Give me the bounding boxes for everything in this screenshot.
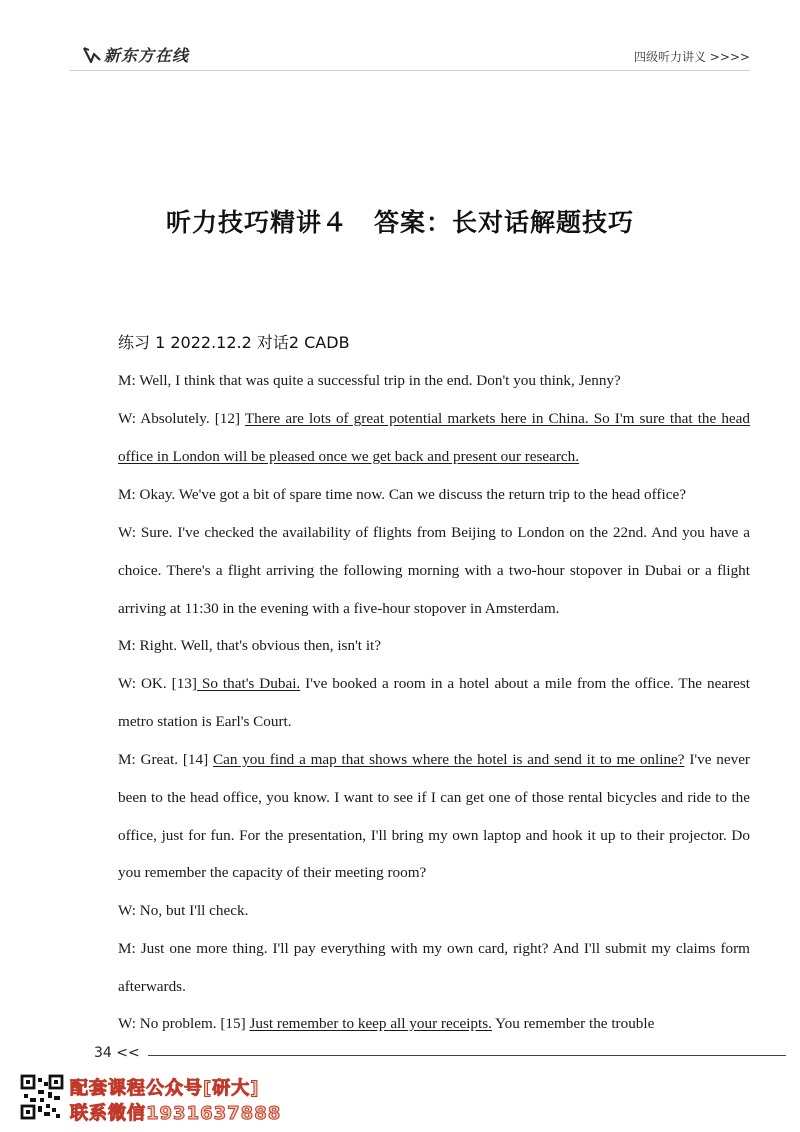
dialogue-paragraph [118,476,750,514]
dialogue-text: W: OK. [13] [118,675,197,692]
logo-text: 新东方在线 [104,48,190,65]
dialogue-paragraph [118,930,750,1006]
dialogue-text: W: No problem. [15] [118,1015,250,1032]
page-header [70,34,750,71]
dialogue-text: M: Just one more thing. I'll pay everything with my own card, right? And I'll submit my claims form afterwards. [118,940,750,995]
dialogue-text: W: Absolutely. [12] [118,410,245,427]
answer-underline-text: There are lots of great potential markets here in China. So I'm sure that the head office in London will be pleased once we get back and present our research. [118,410,750,465]
watermark-line-2: 联系微信1931637888 [70,1103,282,1124]
dialogue-paragraph [118,400,750,476]
answer-underline-text: Can you find a map that shows where the hotel is and send it to me online? [212,751,685,768]
exercise-label: 练习 1 2022.12.2 对话2 CADB [118,333,350,352]
watermark [20,1074,320,1124]
dialogue-text: M: Right. Well, that's obvious then, isn't it? [118,637,381,654]
logo-icon [82,46,102,64]
footer-rule [148,1055,786,1056]
dialogue-text: I've booked a room in a hotel about a mile from the office. The nearest metro station is Earl's Court. [118,675,751,730]
brand-logo [82,43,189,66]
dialogue-paragraph [118,741,750,892]
page-title: 听力技巧精讲４ 答案：长对话解题技巧 [165,208,634,237]
dialogue-paragraph [118,892,750,930]
qr-code-icon [20,1074,64,1120]
dialogue-paragraph [118,1005,750,1043]
answer-underline-text: Just remember to keep all your receipts. [249,1015,492,1032]
dialogue-text: W: No, but I'll check. [118,902,249,919]
dialogue-paragraph [118,362,750,400]
dialogue-paragraph [118,665,750,741]
dialogue-paragraph [118,627,750,665]
dialogue-text: I've never been to the head office, you know. I want to see if I can get one of those rental bicycles and ride to the office, just for fun. For the presentation, I'll bring my own laptop and hook it up to their projector. Do you remember the capacity of their meeting room? [118,751,750,882]
dialogue-text: M: Well, I think that was quite a successful trip in the end. Don't you think, Jenny? [118,372,621,389]
page-footer [94,1043,786,1065]
watermark-line-1: 配套课程公众号[研大] [70,1078,260,1099]
dialogue-text: W: Sure. I've checked the availability of flights from Beijing to London on the 22nd. And you have a choice. There's a flight arriving the following morning with a two-hour stopover in Dubai or a flight arriving at 11:30 in the evening with a five-hour stopover in Amsterdam. [118,524,750,617]
dialogue-text: M: Okay. We've got a bit of spare time now. Can we discuss the return trip to the head office? [118,486,686,503]
dialogue-text: You remember the trouble [491,1015,655,1032]
dialogue-text: M: Great. [14] [118,751,213,768]
dialogue-paragraph [118,514,750,627]
header-section-label: 四级听力讲义 >>>> [633,50,750,64]
answer-underline-text: So that's Dubai. [196,675,301,692]
page-number: 34 << [94,1045,140,1061]
